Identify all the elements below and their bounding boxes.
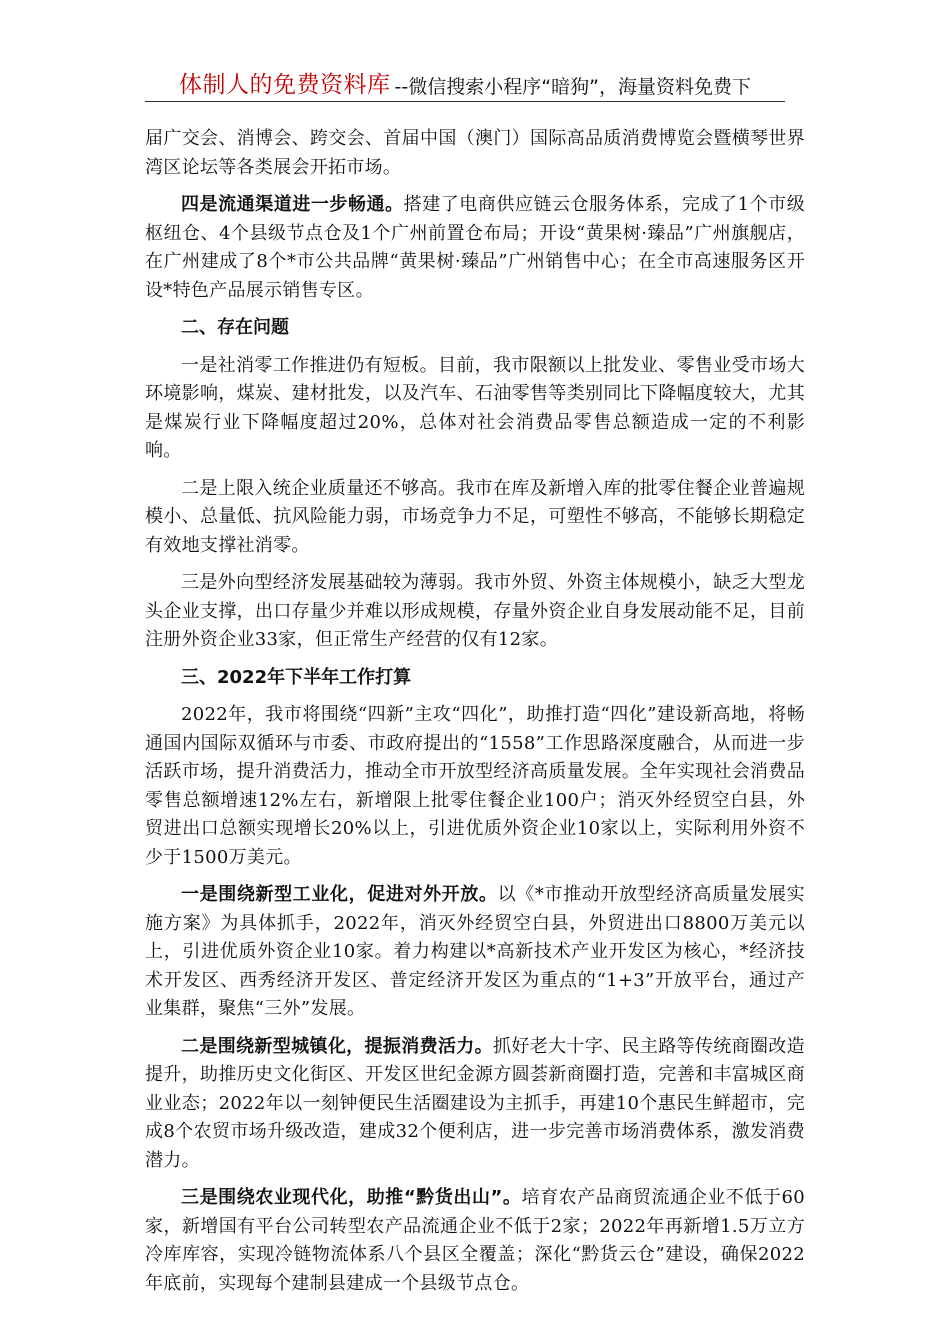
paragraph-plan-3 xyxy=(145,1184,805,1298)
paragraph-plan-overview: 2022年，我市将围绕“四新”主攻“四化”，助推打造“四化”建设新高地，将畅通国内国际双循环与市委、市政府提出的“1558”工作思路深度融合，从而进一步活跃市场，提升消费活力，推动全市开放型经济高质量发展。全年实现社会消费品零售总额增速12%左右，新增限上批零住餐企业100户；消灭外经贸空白县，外贸进出口总额实现增长20%以上，引进优质外资企业10家以上，实际利用外资不少于1500万美元。 xyxy=(145,704,805,868)
paragraph-lead: 一是围绕新型工业化，促进对外开放。 xyxy=(181,884,498,905)
paragraph-plan-2 xyxy=(145,1033,805,1176)
paragraph-lead: 二是围绕新型城镇化，提振消费活力。 xyxy=(181,1035,494,1057)
paragraph-problem-2: 二是上限入统企业质量还不够高。我市在库及新增入库的批零住餐企业普遍规模小、总量低、抗风险能力弱，市场竞争力不足，可塑性不够高，不能够长期稳定有效地支撑社消零。 xyxy=(145,477,805,556)
paragraph-body: 抓好老大十字、民主路等传统商圈改造提升，助推历史文化街区、开发区世纪金源方圆荟新商圈打造，完善和丰富城区商业业态；2022年以一刻钟便民生活圈建设为主抓手，再建10个惠民生鲜超市，完成8个农贸市场升级改造，建成32个便利店，进一步完善市场消费体系，激发消费潜力。 xyxy=(145,1035,805,1171)
section-heading-problems: 二、存在问题 xyxy=(181,317,289,338)
paragraph-circulation-channels xyxy=(145,191,805,305)
paragraph-body: 培育农产品商贸流通企业不低于60家，新增国有平台公司转型农产品流通企业不低于2家；2022年再新增1.5万立方冷库库容，实现冷链物流体系八个县区全覆盖；深化“黔货云仓”建设，确保2022年底前，实现每个建制县建成一个县级节点仓。 xyxy=(145,1187,806,1294)
paragraph-plan-1 xyxy=(145,881,805,1024)
paragraph-lead: 四是流通渠道进一步畅通。 xyxy=(181,194,404,215)
section-heading-plans: 三、2022年下半年工作打算 xyxy=(181,666,412,688)
paragraph-continued: 届广交会、消博会、跨交会、首届中国（澳门）国际高品质消费博览会暨横琴世界湾区论坛等各类展会开拓市场。 xyxy=(145,128,805,178)
header-subtitle: --微信搜索小程序“暗狗”，海量资料免费下 xyxy=(394,76,751,98)
page-header xyxy=(145,64,785,102)
paragraph-body: 搭建了电商供应链云仓服务体系，完成了1个市级枢纽仓、4个县级节点仓及1个广州前置仓布局；开设“黄果树·臻品”广州旗舰店，在广州建成了8个*市公共品牌“黄果树·臻品”广州销售中心；在全市高速服务区开设*特色产品展示销售专区。 xyxy=(145,194,805,301)
paragraph-lead: 三是围绕农业现代化，助推“黔货出山”。 xyxy=(181,1187,522,1208)
header-title: 体制人的免费资料库 xyxy=(179,72,391,98)
paragraph-problem-3: 三是外向型经济发展基础较为薄弱。我市外贸、外资主体规模小，缺乏大型龙头企业支撑，出口存量少并难以形成规模，存量外资企业自身发展动能不足，目前注册外资企业33家，但正常生产经营的仅有12家。 xyxy=(145,572,805,650)
paragraph-body: 以《*市推动开放型经济高质量发展实施方案》为具体抓手，2022年，消灭外经贸空白县，外贸进出口8800万美元以上，引进优质外资企业10家。着力构建以*高新技术产业开发区为核心，*经济技术开发区、西秀经济开发区、普定经济开发区为重点的“1+3”开放平台，通过产业集群，聚焦“三外”发展。 xyxy=(145,884,805,1019)
paragraph-problem-1: 一是社消零工作推进仍有短板。目前，我市限额以上批发业、零售业受市场大环境影响，煤炭、建材批发，以及汽车、石油零售等类别同比下降幅度较大，尤其是煤炭行业下降幅度超过20%，总体对社会消费品零售总额造成一定的不利影响。 xyxy=(145,354,805,461)
document-body xyxy=(145,125,805,1307)
